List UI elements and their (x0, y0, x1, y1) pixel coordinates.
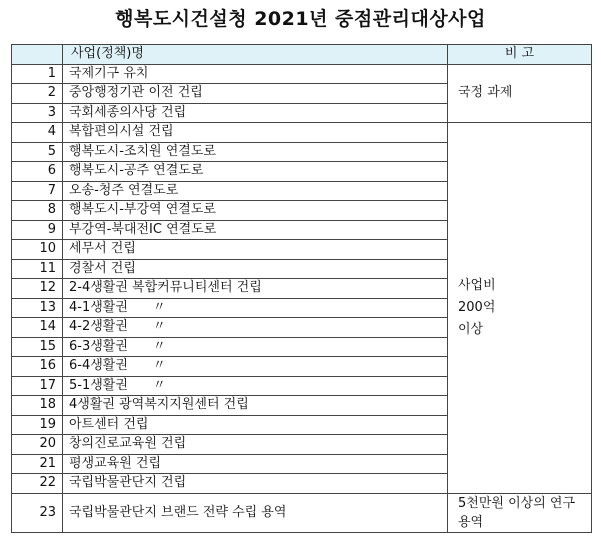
row-number: 5 (12, 142, 63, 162)
remarks-budget-line: 이상 (458, 321, 484, 337)
header-project-name: 사업(정책)명 (63, 45, 448, 65)
row-project-name: 국립박물관단지 건립 (63, 474, 448, 494)
row-number: 11 (12, 259, 63, 279)
row-number: 19 (12, 415, 63, 435)
row-project-name: 6-3생활권 〃 (63, 337, 448, 357)
row-project-name: 창의진로교육원 건립 (63, 435, 448, 455)
row-project-name: 부강역-북대전IC 연결도로 (63, 220, 448, 240)
table-row (12, 123, 592, 143)
row-project-name: 행복도시-조치원 연결도로 (63, 142, 448, 162)
remarks-budget-line: 200억 (458, 299, 496, 315)
row-project-name: 아트센터 건립 (63, 415, 448, 435)
row-project-name: 4생활권 광역복지지원센터 건립 (63, 396, 448, 416)
remarks-research-service: 5천만원 이상의 연구용역 (448, 493, 592, 532)
row-number: 3 (12, 103, 63, 123)
remarks-budget-line: 사업비 (458, 277, 496, 293)
row-project-name: 5-1생활권 〃 (63, 376, 448, 396)
row-number: 4 (12, 123, 63, 143)
row-project-name: 6-4생활권 〃 (63, 357, 448, 377)
row-project-name: 행복도시-부강역 연결도로 (63, 201, 448, 221)
row-number: 20 (12, 435, 63, 455)
row-number: 15 (12, 337, 63, 357)
row-number: 7 (12, 181, 63, 201)
page-title: 행복도시건설청 2021년 중점관리대상사업 (115, 8, 486, 30)
header-remarks: 비 고 (448, 45, 592, 65)
row-project-name: 중앙행정기관 이전 건립 (63, 84, 448, 104)
header-number (12, 45, 63, 65)
row-number: 23 (12, 493, 63, 532)
row-project-name: 행복도시-공주 연결도로 (63, 162, 448, 182)
row-number: 6 (12, 162, 63, 182)
row-number: 22 (12, 474, 63, 494)
row-project-name: 국회세종의사당 건립 (63, 103, 448, 123)
row-number: 10 (12, 240, 63, 260)
row-number: 13 (12, 298, 63, 318)
row-project-name: 세무서 건립 (63, 240, 448, 260)
table-row (12, 493, 592, 532)
row-project-name: 4-1생활권 〃 (63, 298, 448, 318)
row-project-name: 2-4생활권 복합커뮤니티센터 건립 (63, 279, 448, 299)
row-number: 18 (12, 396, 63, 416)
row-project-name: 4-2생활권 〃 (63, 318, 448, 338)
row-project-name: 오송-청주 연결도로 (63, 181, 448, 201)
row-number: 14 (12, 318, 63, 338)
row-number: 12 (12, 279, 63, 299)
row-project-name: 국제기구 유치 (63, 64, 448, 84)
row-number: 1 (12, 64, 63, 84)
row-project-name: 국립박물관단지 브랜드 전략 수립 용역 (63, 493, 448, 532)
row-number: 21 (12, 454, 63, 474)
table-row (12, 64, 592, 84)
table-header-row (12, 45, 592, 65)
row-project-name: 경찰서 건립 (63, 259, 448, 279)
row-number: 2 (12, 84, 63, 104)
project-table (11, 44, 592, 533)
remarks-budget-threshold (448, 123, 592, 494)
row-number: 9 (12, 220, 63, 240)
row-number: 8 (12, 201, 63, 221)
row-project-name: 평생교육원 건립 (63, 454, 448, 474)
row-number: 16 (12, 357, 63, 377)
row-project-name: 복합편의시설 건립 (63, 123, 448, 143)
row-number: 17 (12, 376, 63, 396)
remarks-national-task: 국정 과제 (448, 64, 592, 123)
